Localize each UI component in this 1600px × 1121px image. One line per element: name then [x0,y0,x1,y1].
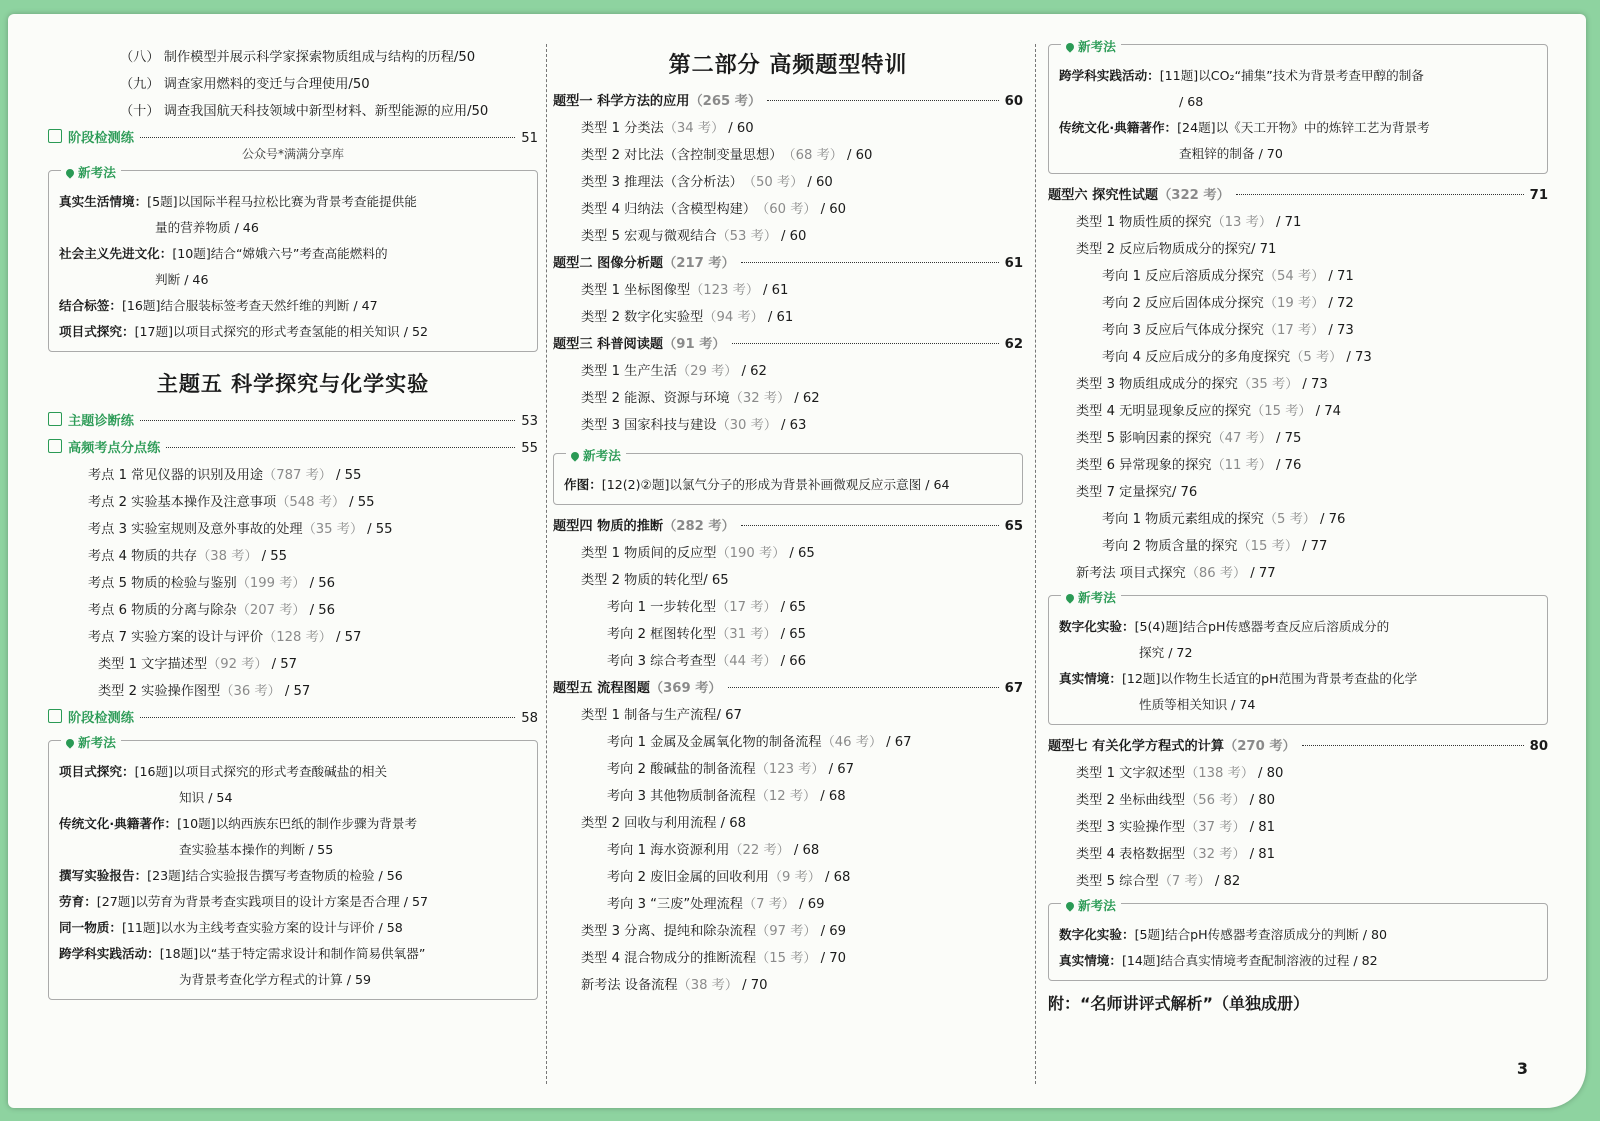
toc-entry[interactable]: 类型 1 物质间的反应型 （190 考） / 65 [581,546,815,561]
toc-entry-point[interactable]: 考点 7 实验方案的设计与评价 （128 考） / 57 [88,630,362,645]
new-method-item: 社会主义先进文化：[10题]结合“嫦娥六号”考查高能燃料的 判断 / 46 [59,246,388,287]
book-page [8,14,1586,1108]
toc-entry[interactable]: 类型 5 宏观与微观结合 （53 考） / 60 [581,229,807,244]
list-icon [48,439,62,453]
toc-entry[interactable]: 考向 3 反应后气体成分探究 （17 考） / 73 [1102,323,1354,338]
new-method-item: 真实生活情境：[5题]以国际半程马拉松比赛为背景考查能提供能 量的营养物质 / 46 [59,194,417,235]
new-method-item: 项目式探究：[16题]以项目式探究的形式考查酸碱盐的相关 知识 / 54 [59,764,388,805]
toc-entry-point[interactable]: 考点 6 物质的分离与除杂 （207 考） / 56 [88,603,336,618]
toc-entry[interactable]: 类型 1 分类法 （34 考） / 60 [581,121,754,136]
toc-entry[interactable]: 类型 3 实验操作型 （37 考） / 81 [1076,820,1276,835]
toc-entry[interactable]: 考向 3 综合考查型 （44 考） / 66 [607,654,807,669]
toc-entry[interactable]: 考向 2 框图转化型 （31 考） / 65 [607,627,807,642]
toc-entry-type[interactable]: 题型五 流程图题 （369 考） 67 [553,681,1023,696]
pin-icon [1064,900,1075,911]
toc-entry[interactable]: 类型 2 坐标曲线型 （56 考） / 80 [1076,793,1276,808]
pin-icon [64,737,75,748]
new-method-item: 劳育：[27题]以劳育为背景考查实践项目的设计方案是否合理 / 57 [59,894,428,909]
toc-entry[interactable]: 新考法 设备流程 （38 考） / 70 [581,978,768,993]
toc-entry[interactable]: 类型 7 定量探究/ 76 [1076,485,1198,500]
new-method-item: 传统文化·典籍著作：[24题]以《天工开物》中的炼锌工艺为背景考 查粗锌的制备 / 70 [1059,120,1430,161]
toc-entry-point[interactable]: 考点 2 实验基本操作及注意事项 （548 考） / 55 [88,495,375,510]
toc-column-3 [1048,39,1548,1014]
toc-entry-type[interactable]: 题型三 科普阅读题 （91 考） 62 [553,337,1023,352]
toc-entry-type[interactable]: 题型七 有关化学方程式的计算 （270 考） 80 [1048,739,1548,754]
pencil-icon [48,129,62,143]
toc-entry-diagnosis[interactable]: 主题诊断练 53 [48,408,538,435]
pencil-icon [48,709,62,723]
new-method-item: 数字化实验：[5(4)题]结合pH传感器考查反应后溶质成分的 探究 / 72 [1059,619,1390,660]
new-method-item: 数字化实验：[5题]结合pH传感器考查溶质成分的判断 / 80 [1059,927,1388,942]
toc-entry[interactable]: 类型 3 分离、提纯和除杂流程 （97 考） / 69 [581,924,846,939]
toc-entry[interactable]: 考向 3 其他物质制备流程 （12 考） / 68 [607,789,846,804]
toc-entry-point[interactable]: 考点 1 常见仪器的识别及用途 （787 考） / 55 [88,468,362,483]
toc-entry-subpoint[interactable]: 类型 2 实验操作图型 （36 考） / 57 [98,684,311,699]
toc-entry[interactable]: 类型 2 回收与利用流程 / 68 [581,816,747,831]
new-method-box: 新考法 作图：[12(2)②题]以氯气分子的形成为背景补画微观反应示意图 / 64 [553,453,1023,505]
toc-entry[interactable]: 考向 4 反应后成分的多角度探究 （5 考） / 73 [1102,350,1372,365]
toc-entry[interactable]: 考向 1 海水资源利用 （22 考） / 68 [607,843,820,858]
new-method-box: 新考法 数字化实验：[5题]结合pH传感器考查溶质成分的判断 / 80 真实情境：[14题]结合真实情境考查配制溶液的过程 / 82 [1048,903,1548,981]
toc-entry[interactable]: 类型 3 国家科技与建设 （30 考） / 63 [581,418,807,433]
toc-entry[interactable]: 类型 1 生产生活 （29 考） / 62 [581,364,767,379]
toc-entry[interactable]: 类型 3 物质组成成分的探究 （35 考） / 73 [1076,377,1328,392]
new-method-item: 结合标签：[16题]结合服装标签考查天然纤维的判断 / 47 [59,298,378,313]
toc-entry[interactable]: 类型 4 表格数据型 （32 考） / 81 [1076,847,1276,862]
part-title: 第二部分 高频题型特训 [668,53,908,78]
new-method-item: 真实情境：[14题]结合真实情境考查配制溶液的过程 / 82 [1059,953,1378,968]
new-method-item: 跨学科实践活动：[18题]以“基于特定需求设计和制作简易供氧器” 为背景考查化学方程式的计算 / 59 [59,946,426,987]
toc-entry-type[interactable]: 题型六 探究性试题 （322 考） 71 [1048,188,1548,203]
new-method-item: 真实情境：[12题]以作物生长适宜的pH范围为背景考查盐的化学 性质等相关知识 / 74 [1059,671,1418,712]
new-method-box: 新考法 跨学科实践活动：[11题]以CO₂“捕集”技术为背景考查甲醇的制备 / 68 传统文化·典籍著作：[24题]以《天工开物》中的炼锌工艺为背景考 查粗锌的制备 / 70 [1048,44,1548,174]
toc-entry[interactable]: 考向 1 反应后溶质成分探究 （54 考） / 71 [1102,269,1354,284]
toc-entry[interactable]: 类型 4 无明显现象反应的探究 （15 考） / 74 [1076,404,1341,419]
toc-entry-type[interactable]: 题型一 科学方法的应用 （265 考） 60 [553,94,1023,109]
column-divider [546,44,547,1084]
appendix-note: 附：“名师讲评式解析”（单独成册） [1048,994,1310,1013]
chart-icon [48,412,62,426]
toc-entry[interactable]: 新考法 项目式探究 （86 考） / 77 [1076,566,1276,581]
toc-entry[interactable]: 考向 1 物质元素组成的探究 （5 考） / 76 [1102,512,1346,527]
toc-entry[interactable]: 考向 2 物质含量的探究 （15 考） / 77 [1102,539,1328,554]
toc-entry-subpoint[interactable]: 类型 1 文字描述型 （92 考） / 57 [98,657,298,672]
toc-entry-point[interactable]: 考点 3 实验室规则及意外事故的处理 （35 考） / 55 [88,522,393,537]
toc-entry[interactable]: 考向 2 反应后固体成分探究 （19 考） / 72 [1102,296,1354,311]
pin-icon [64,167,75,178]
new-method-item: 传统文化·典籍著作：[10题]以纳西族东巴纸的制作步骤为背景考 查实验基本操作的判断 / 55 [59,816,418,857]
new-method-item: 项目式探究：[17题]以项目式探究的形式考查氢能的相关知识 / 52 [59,324,428,339]
toc-entry[interactable]: 考向 1 金属及金属氧化物的制备流程 （46 考） / 67 [607,735,912,750]
toc-entry[interactable]: 类型 2 反应后物质成分的探究/ 71 [1076,242,1277,257]
page-number: 3 [1516,1059,1528,1078]
toc-entry[interactable]: 类型 5 影响因素的探究 （47 考） / 75 [1076,431,1302,446]
toc-entry[interactable]: 类型 2 数字化实验型 （94 考） / 61 [581,310,794,325]
toc-entry[interactable]: （八） 制作模型并展示科学家探索物质组成与结构的历程 / 50 [120,50,476,65]
new-method-box: 新考法 真实生活情境：[5题]以国际半程马拉松比赛为背景考查能提供能 量的营养物质 / 46 社会主义先进文化：[10题]结合“嫦娥六号”考查高能燃料的 判断 / 46 结合标签：[16题]结合服装标签考查天然纤维的判断 / 47 项目式探究：[17题]以项目式探究的形式考查氢能的相关知识 / 52 [48,170,538,352]
toc-entry-stage-test[interactable]: 阶段检测练 51 [48,125,538,152]
toc-entry[interactable]: （九） 调查家用燃料的变迁与合理使用 / 50 [120,77,370,92]
pin-icon [1064,41,1075,52]
toc-entry[interactable]: 类型 1 文字叙述型 （138 考） / 80 [1076,766,1284,781]
toc-entry-point[interactable]: 考点 5 物质的检验与鉴别 （199 考） / 56 [88,576,336,591]
toc-column-2 [553,44,1023,999]
toc-entry[interactable]: 类型 6 异常现象的探究 （11 考） / 76 [1076,458,1302,473]
toc-entry-type[interactable]: 题型四 物质的推断 （282 考） 65 [553,519,1023,534]
toc-column-1 [48,44,538,1008]
toc-entry[interactable]: 类型 1 物质性质的探究 （13 考） / 71 [1076,215,1302,230]
new-method-item: 同一物质：[11题]以水为主线考查实验方案的设计与评价 / 58 [59,920,403,935]
new-method-box: 新考法 项目式探究：[16题]以项目式探究的形式考查酸碱盐的相关 知识 / 54 传统文化·典籍著作：[10题]以纳西族东巴纸的制作步骤为背景考 查实验基本操作的判断 / 55 撰写实验报告：[23题]结合实验报告撰写考查物质的检验 / 56 劳育：[27题]以劳育为背景考查实践项目的设计方案是否合理 / 57 同一物质：[11题]以水为主线考查实验方案的设计与评价 / 58 跨学科实践活动：[18题]以“基于特定需求设计和制作简易供氧器” 为背景考查化学方程式的计算 / 59 [48,740,538,1000]
toc-entry-frequent[interactable]: 高频考点分点练 55 [48,435,538,462]
topic-title: 主题五 科学探究与化学实验 [156,372,430,396]
toc-entry[interactable]: 类型 4 混合物成分的推断流程 （15 考） / 70 [581,951,846,966]
toc-entry-point[interactable]: 考点 4 物质的共存 （38 考） / 55 [88,549,288,564]
toc-entry[interactable]: 类型 5 综合型 （7 考） / 82 [1076,874,1241,889]
pin-icon [1064,592,1075,603]
toc-entry[interactable]: 类型 3 推理法（含分析法） （50 考） / 60 [581,175,833,190]
toc-entry[interactable]: 类型 4 归纳法（含模型构建） （60 考） / 60 [581,202,846,217]
toc-entry-type[interactable]: 题型二 图像分析题 （217 考） 61 [553,256,1023,271]
new-method-item: 跨学科实践活动：[11题]以CO₂“捕集”技术为背景考查甲醇的制备 / 68 [1059,68,1424,109]
toc-entry[interactable]: 类型 1 制备与生产流程/ 67 [581,708,742,723]
toc-entry[interactable]: 考向 2 酸碱盐的制备流程 （123 考） / 67 [607,762,855,777]
toc-entry[interactable]: 考向 2 废旧金属的回收利用 （9 考） / 68 [607,870,851,885]
new-method-item: 撰写实验报告：[23题]结合实验报告撰写考查物质的检验 / 56 [59,868,403,883]
toc-entry[interactable]: 考向 3 “三废”处理流程 （7 考） / 69 [607,897,825,912]
new-method-box: 新考法 数字化实验：[5(4)题]结合pH传感器考查反应后溶质成分的 探究 / 72 真实情境：[12题]以作物生长适宜的pH范围为背景考查盐的化学 性质等相关知识 / 74 [1048,595,1548,725]
pin-icon [569,450,580,461]
toc-entry[interactable]: 类型 1 坐标图像型 （123 考） / 61 [581,283,789,298]
toc-entry[interactable]: 考向 1 一步转化型 （17 考） / 65 [607,600,807,615]
toc-entry-stage-test[interactable]: 阶段检测练 58 [48,705,538,732]
toc-entry[interactable]: 类型 2 对比法（含控制变量思想） （68 考） / 60 [581,148,873,163]
watermark: 公众号*满满分享库 [241,147,344,161]
toc-entry[interactable]: 类型 2 能源、资源与环境 （32 考） / 62 [581,391,820,406]
toc-entry[interactable]: （十） 调查我国航天科技领域中新型材料、新型能源的应用 / 50 [120,104,489,119]
toc-entry[interactable]: 类型 2 物质的转化型/ 65 [581,573,729,588]
column-divider [1035,44,1036,1084]
